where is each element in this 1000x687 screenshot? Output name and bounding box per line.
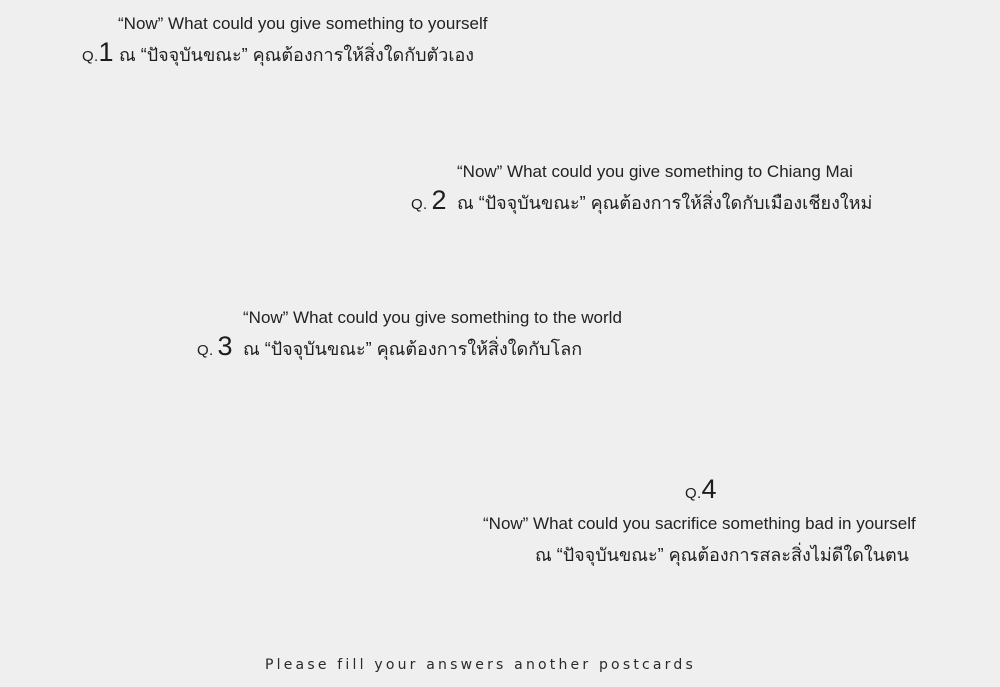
question-4-number [685, 476, 716, 503]
question-2-prefix: Q. [411, 196, 428, 213]
question-1-prefix: Q. [82, 48, 99, 65]
question-3-digit: 3 [217, 331, 233, 361]
question-3-thai: ณ “ปัจจุบันขณะ” คุณต้องการให้สิ่งใดกับโลก [243, 339, 583, 359]
question-1-english: “Now” What could you give something to yourself [118, 14, 488, 33]
question-2-thai: ณ “ปัจจุบันขณะ” คุณต้องการให้สิ่งใดกับเมืองเชียงใหม่ [457, 193, 873, 213]
question-1-thai: ณ “ปัจจุบันขณะ” คุณต้องการให้สิ่งใดกับตัวเอง [119, 45, 475, 65]
question-3-english: “Now” What could you give something to the world [243, 308, 622, 327]
question-2-number [411, 187, 446, 214]
question-3-number [197, 333, 232, 360]
footer-instruction: Please fill your answers another postcards [265, 657, 696, 673]
question-4-thai: ณ “ปัจจุบันขณะ” คุณต้องการสละสิ่งไม่ดีใดในตน [535, 545, 909, 565]
question-3-prefix: Q. [197, 342, 214, 359]
question-4-english: “Now” What could you sacrifice something bad in yourself [483, 514, 916, 533]
question-2-digit: 2 [431, 185, 447, 215]
question-1-number [82, 39, 113, 66]
question-1-digit: 1 [98, 37, 114, 67]
question-2-english: “Now” What could you give something to Chiang Mai [457, 162, 853, 181]
question-4-prefix: Q. [685, 485, 702, 502]
question-4-digit: 4 [701, 474, 717, 504]
